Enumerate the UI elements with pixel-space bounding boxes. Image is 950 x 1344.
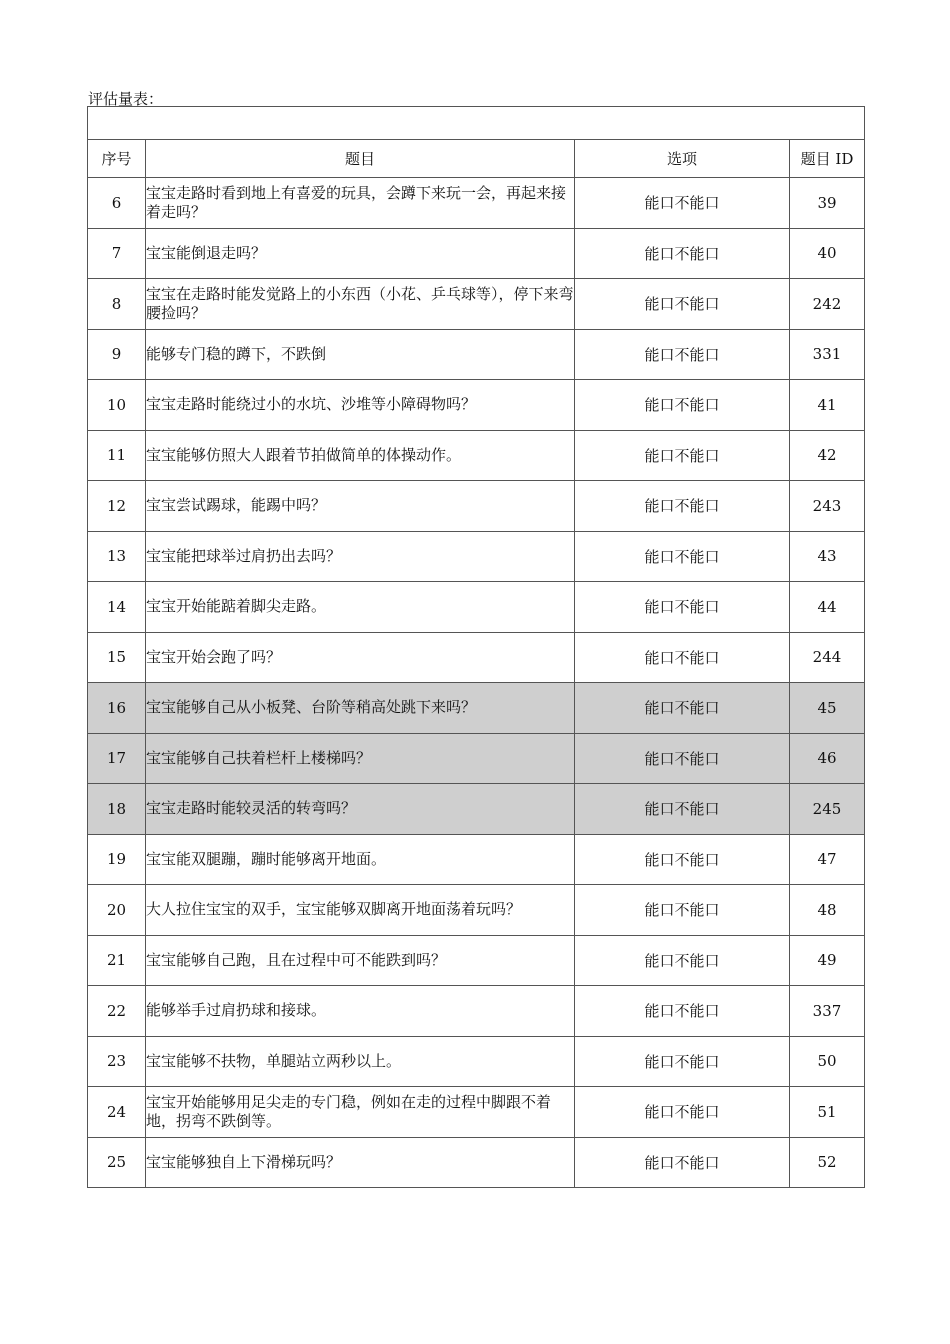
row-option: 能口不能口 xyxy=(575,531,790,582)
row-number: 11 xyxy=(88,430,146,481)
row-option: 能口不能口 xyxy=(575,1137,790,1188)
table-row xyxy=(88,178,865,229)
row-question: 能够举手过肩扔球和接球。 xyxy=(146,986,575,1037)
row-number: 10 xyxy=(88,380,146,431)
table-row xyxy=(88,733,865,784)
header-row xyxy=(88,140,865,178)
row-id: 42 xyxy=(790,430,865,481)
row-number: 7 xyxy=(88,228,146,279)
row-id: 337 xyxy=(790,986,865,1037)
row-number: 24 xyxy=(88,1087,146,1138)
row-number: 8 xyxy=(88,279,146,330)
row-question: 宝宝能够不扶物，单腿站立两秒以上。 xyxy=(146,1036,575,1087)
row-question: 宝宝开始会跑了吗？ xyxy=(146,632,575,683)
row-question: 宝宝能够独自上下滑梯玩吗？ xyxy=(146,1137,575,1188)
row-number: 12 xyxy=(88,481,146,532)
table-row xyxy=(88,1036,865,1087)
table-row xyxy=(88,683,865,734)
header-num: 序号 xyxy=(88,140,146,178)
row-option: 能口不能口 xyxy=(575,481,790,532)
row-question: 大人拉住宝宝的双手，宝宝能够双脚离开地面荡着玩吗？ xyxy=(146,885,575,936)
row-question: 能够专门稳的蹲下，不跌倒 xyxy=(146,329,575,380)
row-id: 243 xyxy=(790,481,865,532)
row-number: 25 xyxy=(88,1137,146,1188)
row-question: 宝宝能倒退走吗？ xyxy=(146,228,575,279)
table-row xyxy=(88,279,865,330)
row-id: 47 xyxy=(790,834,865,885)
row-option: 能口不能口 xyxy=(575,733,790,784)
row-id: 245 xyxy=(790,784,865,835)
row-number: 15 xyxy=(88,632,146,683)
row-option: 能口不能口 xyxy=(575,834,790,885)
row-question: 宝宝开始能踮着脚尖走路。 xyxy=(146,582,575,633)
row-number: 23 xyxy=(88,1036,146,1087)
row-number: 19 xyxy=(88,834,146,885)
row-option: 能口不能口 xyxy=(575,632,790,683)
header-option: 选项 xyxy=(575,140,790,178)
row-question: 宝宝在走路时能发觉路上的小东西（小花、乒乓球等），停下来弯腰捡吗？ xyxy=(146,279,575,330)
table-row xyxy=(88,834,865,885)
table-row xyxy=(88,329,865,380)
row-option: 能口不能口 xyxy=(575,683,790,734)
row-option: 能口不能口 xyxy=(575,279,790,330)
row-number: 14 xyxy=(88,582,146,633)
row-option: 能口不能口 xyxy=(575,885,790,936)
row-number: 18 xyxy=(88,784,146,835)
row-number: 17 xyxy=(88,733,146,784)
header-question: 题目 xyxy=(146,140,575,178)
row-id: 51 xyxy=(790,1087,865,1138)
row-option: 能口不能口 xyxy=(575,228,790,279)
row-number: 9 xyxy=(88,329,146,380)
row-question: 宝宝能双腿蹦，蹦时能够离开地面。 xyxy=(146,834,575,885)
row-id: 331 xyxy=(790,329,865,380)
row-id: 242 xyxy=(790,279,865,330)
row-question: 宝宝开始能够用足尖走的专门稳，例如在走的过程中脚跟不着地，拐弯不跌倒等。 xyxy=(146,1087,575,1138)
row-number: 13 xyxy=(88,531,146,582)
row-option: 能口不能口 xyxy=(575,430,790,481)
assessment-table xyxy=(87,106,865,1188)
row-number: 20 xyxy=(88,885,146,936)
row-question: 宝宝尝试踢球，能踢中吗？ xyxy=(146,481,575,532)
row-id: 48 xyxy=(790,885,865,936)
row-id: 43 xyxy=(790,531,865,582)
row-option: 能口不能口 xyxy=(575,380,790,431)
table-row xyxy=(88,632,865,683)
table-row xyxy=(88,784,865,835)
table-row xyxy=(88,430,865,481)
row-question: 宝宝能够自己跑，且在过程中可不能跌到吗？ xyxy=(146,935,575,986)
blank-row xyxy=(88,107,865,140)
row-option: 能口不能口 xyxy=(575,582,790,633)
table-row xyxy=(88,1137,865,1188)
row-option: 能口不能口 xyxy=(575,1036,790,1087)
table-row xyxy=(88,531,865,582)
row-id: 244 xyxy=(790,632,865,683)
table-row xyxy=(88,986,865,1037)
row-question: 宝宝能够自己从小板凳、台阶等稍高处跳下来吗？ xyxy=(146,683,575,734)
row-id: 44 xyxy=(790,582,865,633)
row-id: 41 xyxy=(790,380,865,431)
row-question: 宝宝走路时看到地上有喜爱的玩具，会蹲下来玩一会，再起来接着走吗？ xyxy=(146,178,575,229)
table-row xyxy=(88,582,865,633)
row-id: 52 xyxy=(790,1137,865,1188)
row-option: 能口不能口 xyxy=(575,784,790,835)
row-id: 45 xyxy=(790,683,865,734)
row-question: 宝宝走路时能较灵活的转弯吗？ xyxy=(146,784,575,835)
row-number: 21 xyxy=(88,935,146,986)
row-question: 宝宝走路时能绕过小的水坑、沙堆等小障碍物吗？ xyxy=(146,380,575,431)
table-row xyxy=(88,481,865,532)
page-label: 评估量表： xyxy=(88,90,164,108)
row-id: 49 xyxy=(790,935,865,986)
row-question: 宝宝能够自己扶着栏杆上楼梯吗？ xyxy=(146,733,575,784)
row-option: 能口不能口 xyxy=(575,178,790,229)
row-option: 能口不能口 xyxy=(575,935,790,986)
row-question: 宝宝能把球举过肩扔出去吗？ xyxy=(146,531,575,582)
table-row xyxy=(88,228,865,279)
row-question: 宝宝能够仿照大人跟着节拍做简单的体操动作。 xyxy=(146,430,575,481)
table-row xyxy=(88,935,865,986)
table-row xyxy=(88,1087,865,1138)
row-option: 能口不能口 xyxy=(575,986,790,1037)
table-row xyxy=(88,885,865,936)
row-id: 46 xyxy=(790,733,865,784)
table-row xyxy=(88,380,865,431)
row-option: 能口不能口 xyxy=(575,1087,790,1138)
header-id: 题目 ID xyxy=(790,140,865,178)
row-option: 能口不能口 xyxy=(575,329,790,380)
row-id: 50 xyxy=(790,1036,865,1087)
row-number: 16 xyxy=(88,683,146,734)
row-id: 39 xyxy=(790,178,865,229)
row-id: 40 xyxy=(790,228,865,279)
row-number: 22 xyxy=(88,986,146,1037)
row-number: 6 xyxy=(88,178,146,229)
